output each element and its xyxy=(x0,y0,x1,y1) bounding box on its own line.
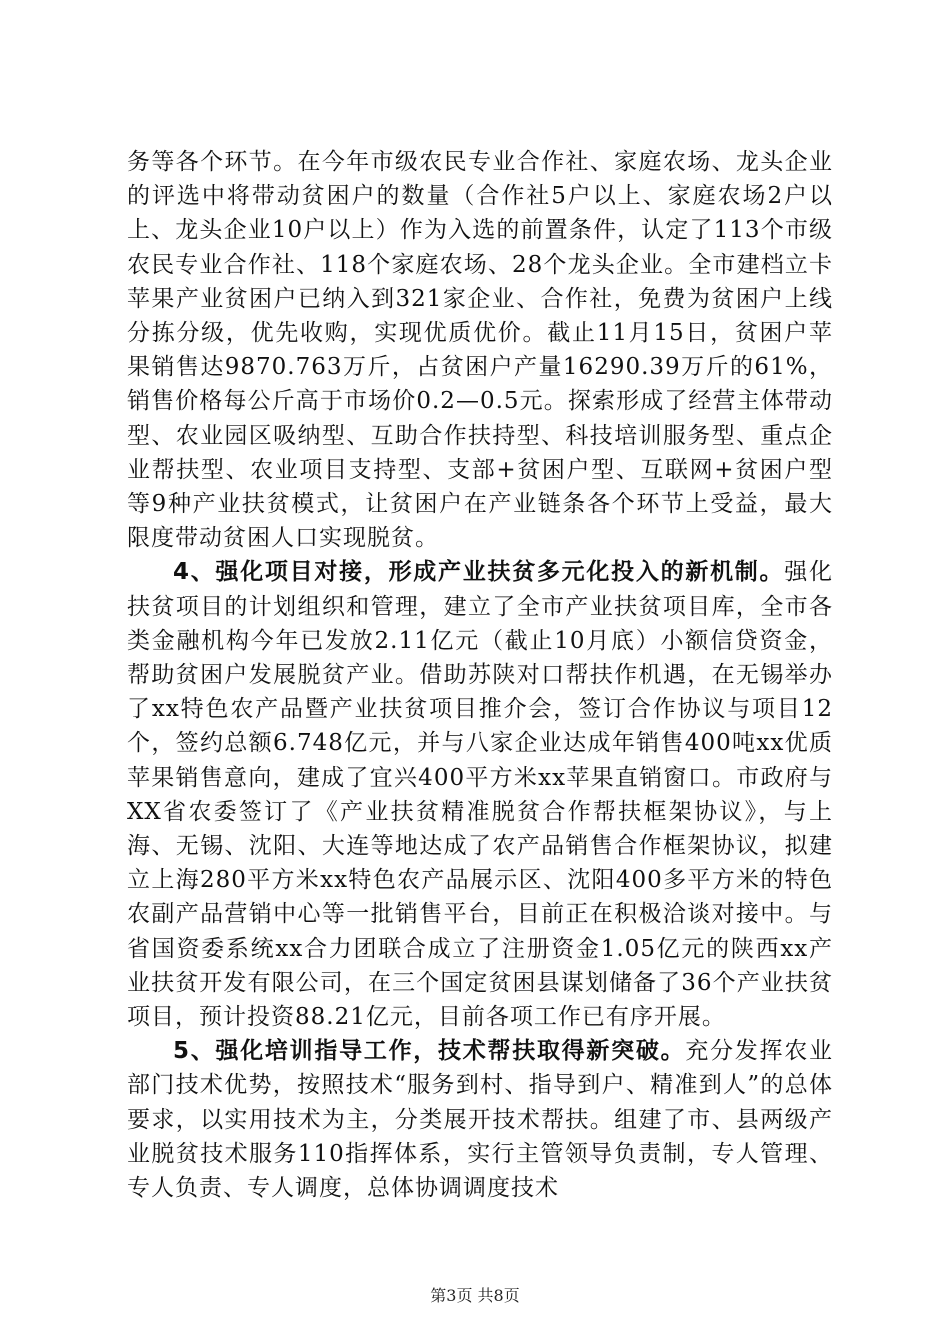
paragraph-item-4 xyxy=(127,555,833,1034)
page-number-label: 第3页 共8页 xyxy=(430,1286,520,1305)
page-footer xyxy=(0,1283,950,1306)
document-body xyxy=(127,145,833,1205)
paragraph-text: 强化扶贫项目的计划组织和管理，建立了全市产业扶贫项目库，全市各类金融机构今年已发放2.11亿元（截止10月底）小额信贷资金，帮助贫困户发展脱贫产业。借助苏陕对口帮扶作机遇，在无锡举办了xx特色农产品暨产业扶贫项目推介会，签订合作协议与项目12个，签约总额6.748亿元，并与八家企业达成年销售400吨xx优质苹果销售意向，建成了宜兴400平方米xx苹果直销窗口。市政府与XX省农委签订了《产业扶贫精准脱贫合作帮扶框架协议》，与上海、无锡、沈阳、大连等地达成了农产品销售合作框架协议，拟建立上海280平方米xx特色农产品展示区、沈阳400多平方米的特色农副产品营销中心等一批销售平台，目前正在积极洽谈对接中。与省国资委系统xx合力团联合成立了注册资金1.05亿元的陕西xx产业扶贫开发有限公司，在三个国定贫困县谋划储备了36个产业扶贫项目，预计投资88.21亿元，目前各项工作已有序开展。 xyxy=(127,559,833,1031)
paragraph-text: 充分发挥农业部门技术优势，按照技术“服务到村、指导到户、精准到人”的总体要求，以实用技术为主，分类展开技术帮扶。组建了市、县两级产业脱贫技术服务110指挥体系，实行主管领导负责制，专人管理、专人负责、专人调度，总体协调调度技术 xyxy=(127,1038,833,1202)
paragraph-heading: 5、强化培训指导工作，技术帮扶取得新突破。 xyxy=(173,1038,686,1065)
paragraph-continuation xyxy=(127,145,833,555)
paragraph-heading: 4、强化项目对接，形成产业扶贫多元化投入的新机制。 xyxy=(173,559,785,586)
paragraph-item-5 xyxy=(127,1034,833,1205)
paragraph-text: 务等各个环节。在今年市级农民专业合作社、家庭农场、龙头企业的评选中将带动贫困户的数量（合作社5户以上、家庭农场2户以上、龙头企业10户以上）作为入选的前置条件，认定了113个市级农民专业合作社、118个家庭农场、28个龙头企业。全市建档立卡苹果产业贫困户已纳入到321家企业、合作社，免费为贫困户上线分拣分级，优先收购，实现优质优价。截止11月15日，贫困户苹果销售达9870.763万斤，占贫困户产量16290.39万斤的61%，销售价格每公斤高于市场价0.2—0.5元。探索形成了经营主体带动型、农业园区吸纳型、互助合作扶持型、科技培训服务型、重点企业帮扶型、农业项目支持型、支部+贫困户型、互联网+贫困户型等9种产业扶贫模式，让贫困户在产业链条各个环节上受益，最大限度带动贫困人口实现脱贫。 xyxy=(127,149,833,552)
